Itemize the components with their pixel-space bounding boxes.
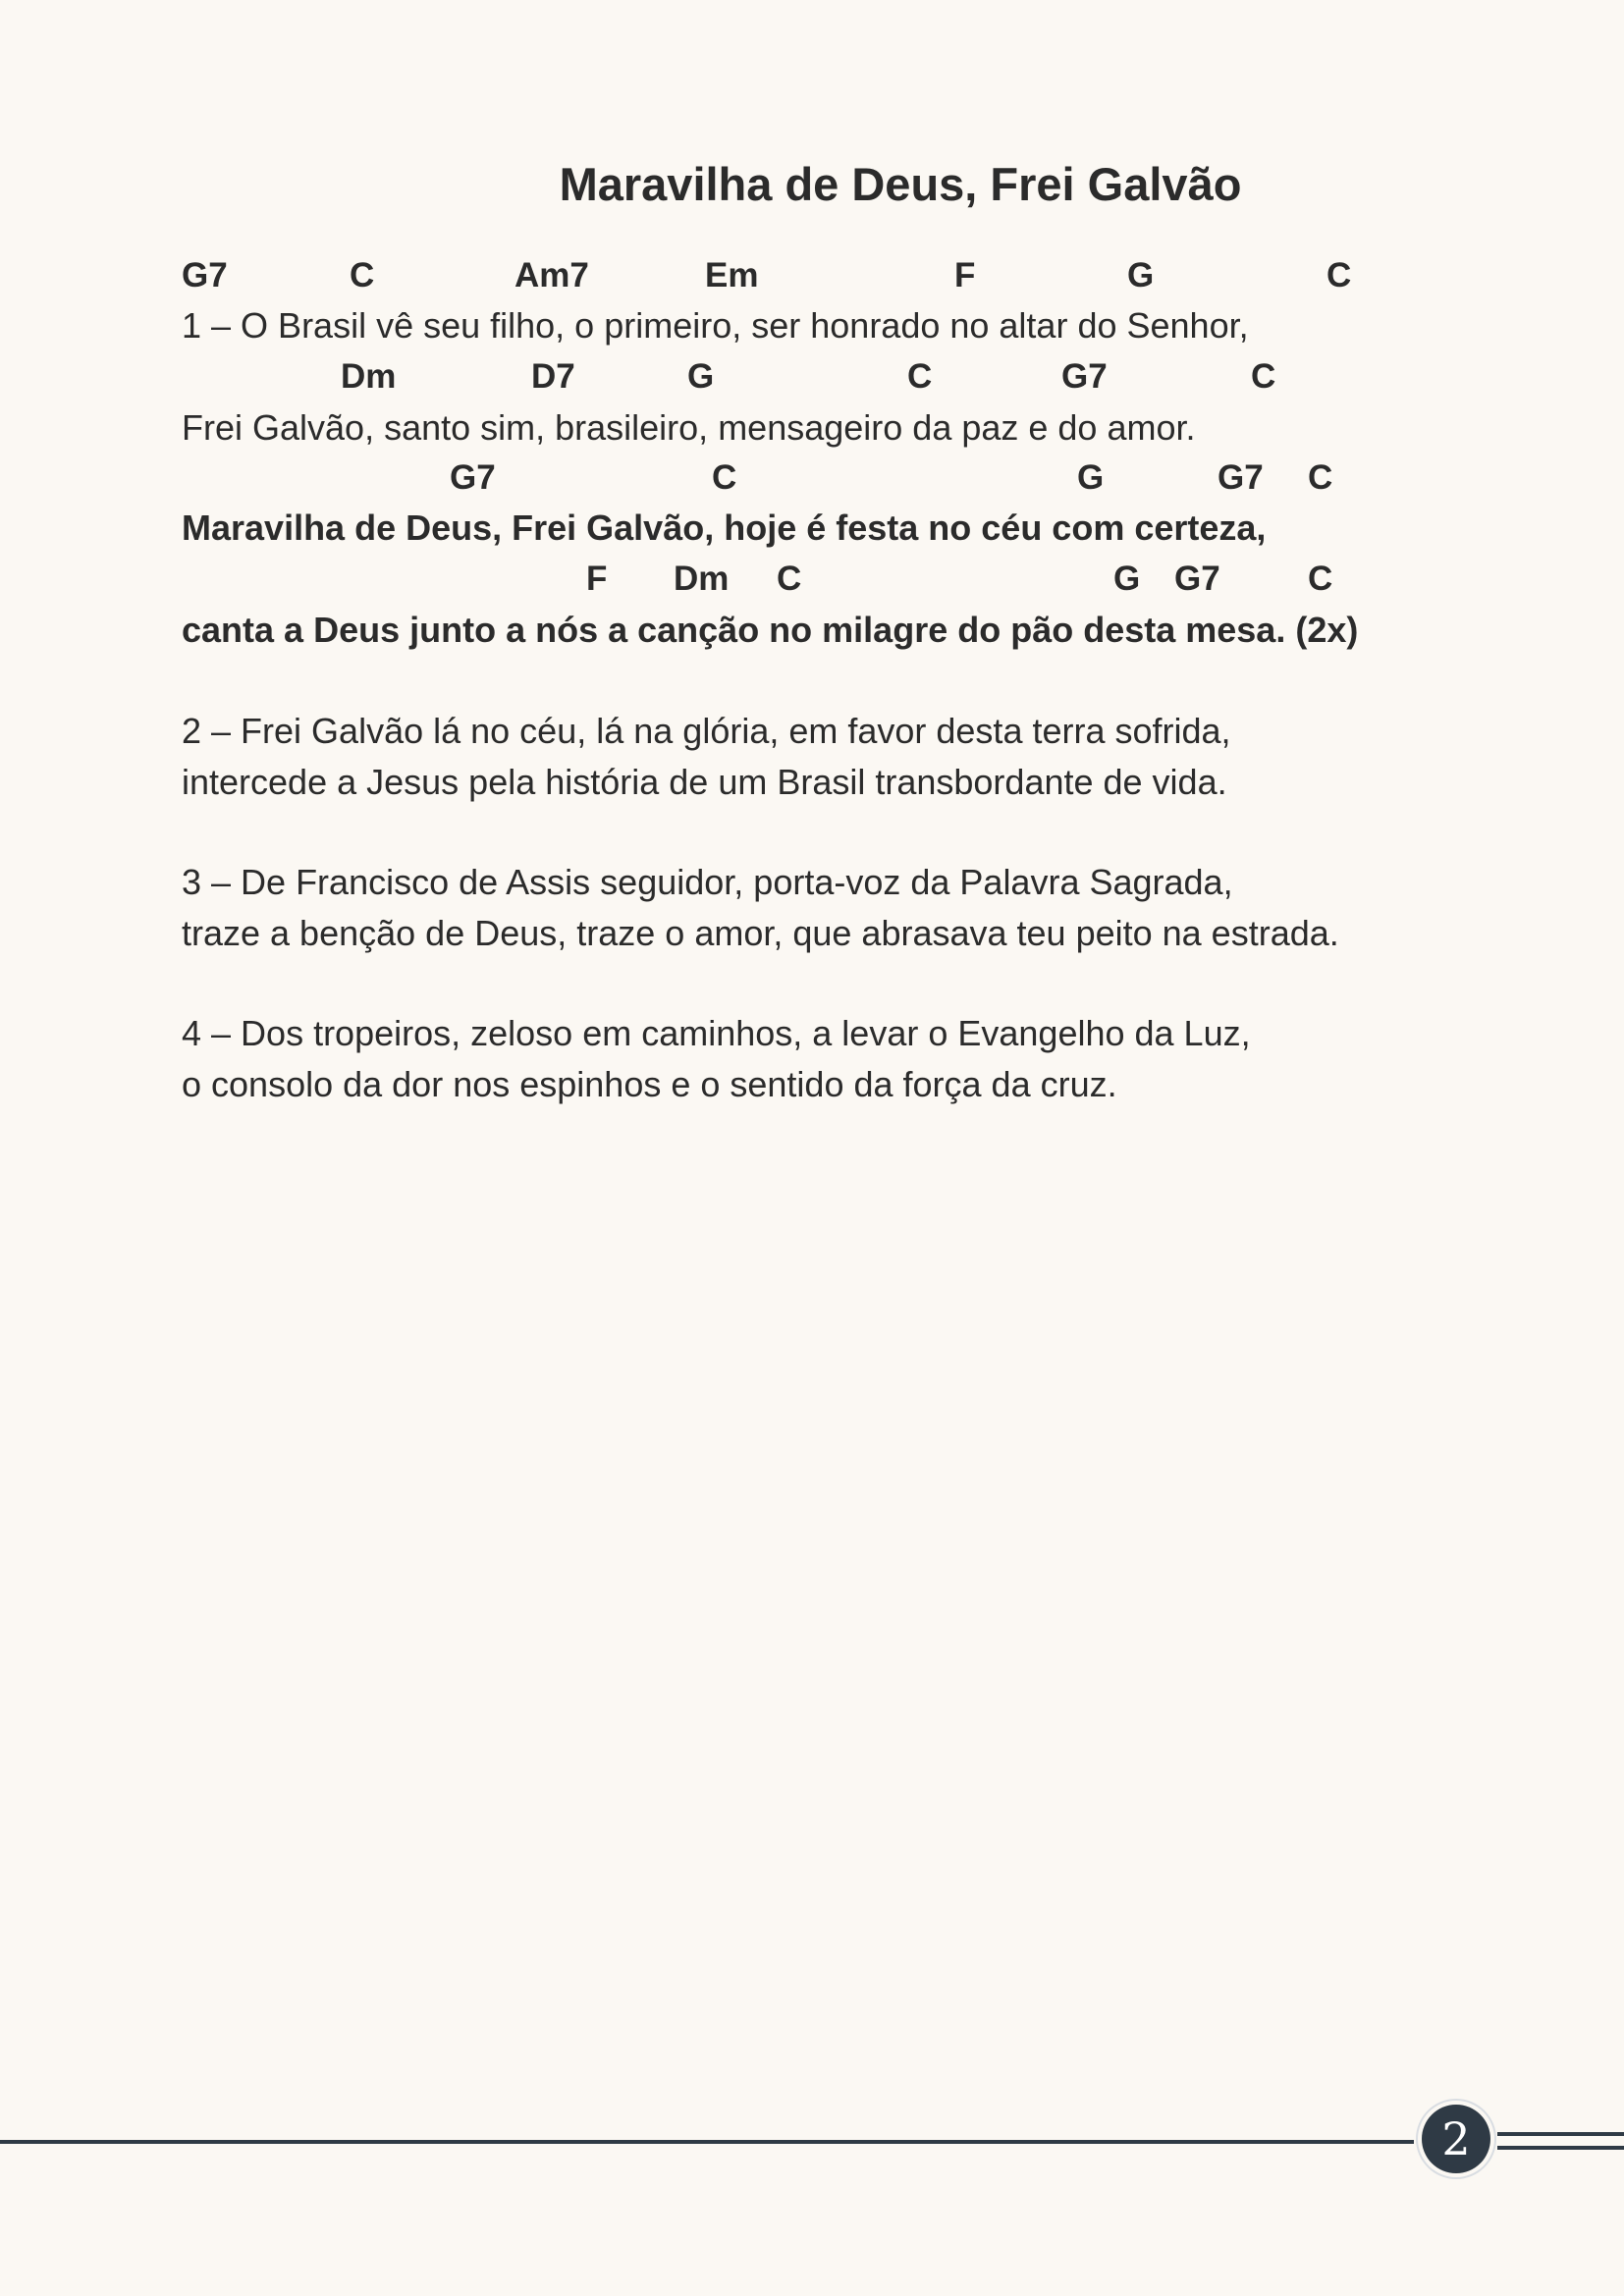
chord: G7 bbox=[182, 256, 228, 294]
chord: G7 bbox=[1061, 357, 1108, 396]
chord: F bbox=[954, 256, 976, 294]
chord-line bbox=[0, 557, 1624, 602]
chord: C bbox=[350, 256, 375, 294]
chord: Em bbox=[705, 256, 759, 294]
lyric-line: 3 – De Francisco de Assis seguidor, porta-voz da Palavra Sagrada, bbox=[182, 862, 1233, 902]
chord: Dm bbox=[674, 560, 730, 598]
lyric-line: traze a benção de Deus, traze o amor, que abrasava teu peito na estrada. bbox=[182, 913, 1339, 953]
chord-line bbox=[0, 253, 1624, 298]
lyric-line: 4 – Dos tropeiros, zeloso em caminhos, a levar o Evangelho da Luz, bbox=[182, 1013, 1251, 1053]
lyric-line: Frei Galvão, santo sim, brasileiro, mensageiro da paz e do amor. bbox=[182, 407, 1196, 448]
chord: F bbox=[586, 560, 608, 598]
chord: C bbox=[777, 560, 802, 598]
chord: C bbox=[907, 357, 933, 396]
chord: D7 bbox=[531, 357, 575, 396]
chord-line bbox=[0, 455, 1624, 501]
chord: C bbox=[1308, 560, 1333, 598]
page-number-badge: 2 bbox=[1422, 2105, 1490, 2173]
lyric-line: o consolo da dor nos espinhos e o sentido da força da cruz. bbox=[182, 1064, 1117, 1104]
chord: C bbox=[1251, 357, 1276, 396]
chorus-line: canta a Deus junto a nós a canção no milagre do pão desta mesa. (2x) bbox=[182, 610, 1359, 650]
chord: G7 bbox=[450, 458, 496, 497]
chord: G7 bbox=[1218, 458, 1264, 497]
chord: Dm bbox=[341, 357, 397, 396]
chord: C bbox=[712, 458, 737, 497]
chord: G bbox=[1127, 256, 1155, 294]
lyric-line: 2 – Frei Galvão lá no céu, lá na glória, em favor desta terra sofrida, bbox=[182, 711, 1231, 751]
chord: G bbox=[1077, 458, 1105, 497]
footer-double-rule bbox=[1497, 2132, 1624, 2136]
chorus-line: Maravilha de Deus, Frei Galvão, hoje é festa no céu com certeza, bbox=[182, 507, 1267, 548]
chord: G bbox=[687, 357, 715, 396]
chord: C bbox=[1326, 256, 1352, 294]
chord: G7 bbox=[1174, 560, 1220, 598]
lyric-line: intercede a Jesus pela história de um Brasil transbordante de vida. bbox=[182, 762, 1227, 802]
chord: Am7 bbox=[514, 256, 589, 294]
footer-rule bbox=[0, 2140, 1414, 2144]
lyric-line: 1 – O Brasil vê seu filho, o primeiro, ser honrado no altar do Senhor, bbox=[182, 305, 1249, 346]
chord: G bbox=[1113, 560, 1141, 598]
page-title: Maravilha de Deus, Frei Galvão bbox=[559, 158, 1242, 210]
chord-line bbox=[0, 354, 1624, 400]
chord: C bbox=[1308, 458, 1333, 497]
footer-double-rule bbox=[1497, 2146, 1624, 2150]
